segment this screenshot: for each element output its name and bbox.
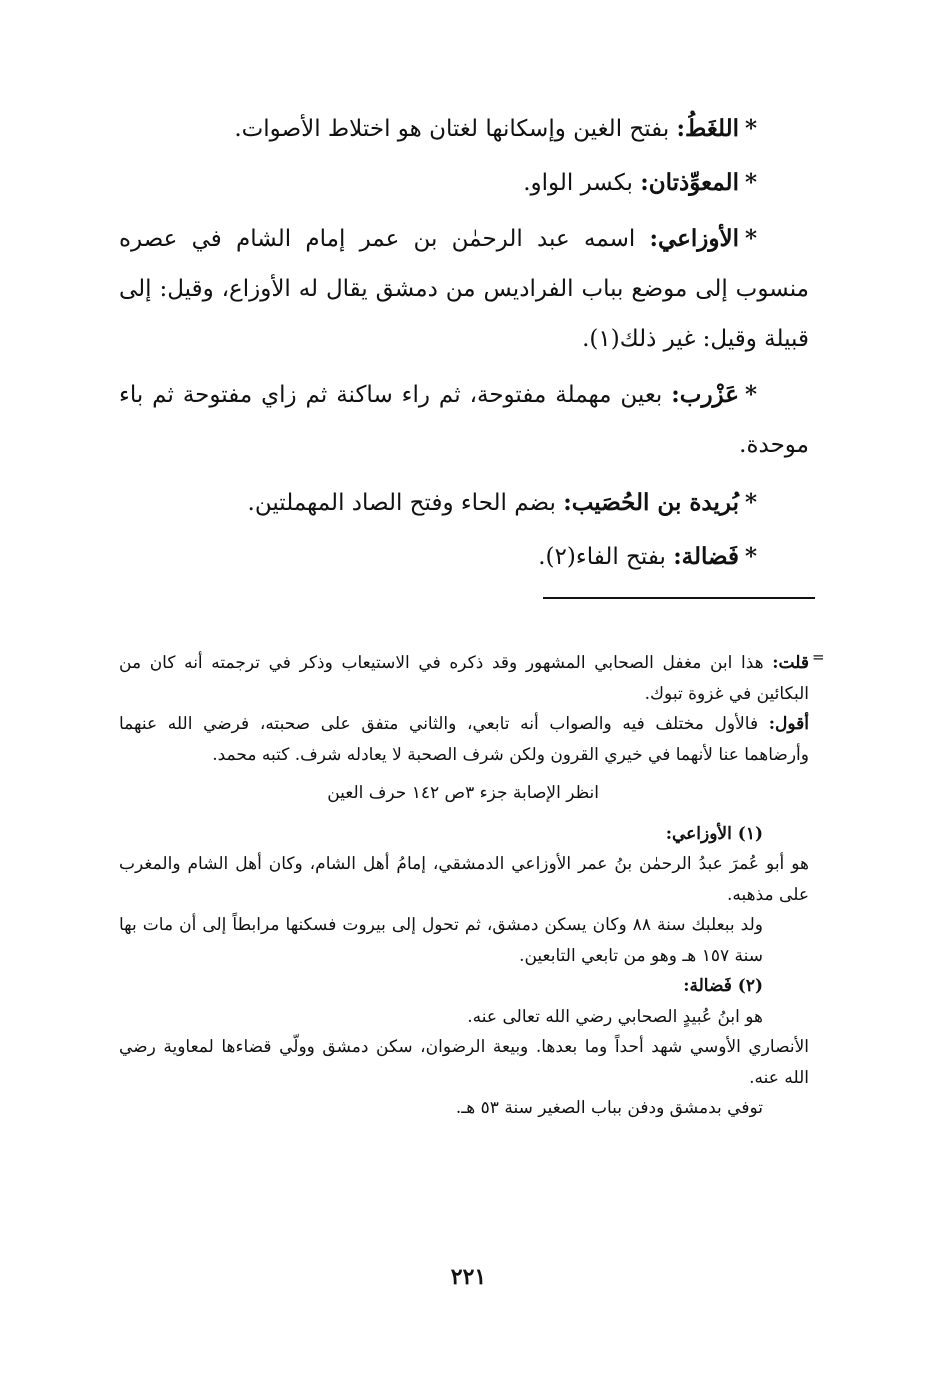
main-text xyxy=(119,102,809,584)
footnote-1-label: (١) الأوزاعي: xyxy=(665,823,763,844)
note-reference: انظر الإصابة جزء ٣ص ١٤٢ حرف العين xyxy=(327,783,599,803)
bullet-star: * xyxy=(744,381,757,408)
entry-muawwidhatan xyxy=(119,156,809,210)
entry-term: عَزْرب: xyxy=(671,381,739,408)
footnote-2-text: توفي بدمشق ودفن بباب الصغير سنة ٥٣ هـ. xyxy=(455,1098,763,1118)
footnote-2-text: هو ابنُ عُبيدٍ الصحابي رضي الله تعالى عنه. xyxy=(467,1006,763,1027)
entry-awzai xyxy=(119,214,809,364)
bullet-star: * xyxy=(744,489,757,516)
entry-laghat xyxy=(119,102,809,156)
entry-text: بعين مهملة مفتوحة، ثم راء ساكنة ثم زاي مفتوحة ثم باء موحدة. xyxy=(119,382,809,458)
note-label: قلت: xyxy=(772,653,809,673)
footnote-divider xyxy=(543,597,815,599)
bullet-star: * xyxy=(744,115,757,142)
entry-text: اسمه عبد الرحمٰن بن عمر إمام الشام في عصره منسوب إلى موضع بباب الفراديس من دمشق يقال له الأوزاع، وقيل: إلى قبيلة وقيل: غير ذلك(١). xyxy=(119,226,809,352)
note-text: هذا ابن مغفل الصحابي المشهور وقد ذكره في الاستيعاب وذكر في ترجمته أنه كان من البكائين في غزوة تبوك. xyxy=(119,653,809,704)
entry-fadala xyxy=(119,530,809,584)
footnote-1-text: هو أبو عُمرَ عبدُ الرحمٰن بنُ عمر الأوزاعي الدمشقي، إمامُ أهل الشام، وكان أهل الشام والمغرب على مذهبه. xyxy=(119,854,809,905)
entry-text: بكسر الواو. xyxy=(523,170,641,196)
entry-term: اللغَطُ: xyxy=(676,115,739,142)
note-label: أقول: xyxy=(768,714,809,734)
footnote-1-text: ولد ببعلبك سنة ٨٨ وكان يسكن دمشق، ثم تحول إلى بيروت فسكنها مرابطاً إلى أن مات بها سنة ١٥٧ هـ وهو من تابعي التابعين. xyxy=(119,915,763,966)
footnote-2-label: (٢) فَضالة: xyxy=(683,976,763,996)
entry-buraida xyxy=(119,476,809,530)
bullet-star: * xyxy=(744,225,757,252)
bullet-star: * xyxy=(744,543,757,570)
note-aqul xyxy=(119,709,809,770)
page-number: ٢٢١ xyxy=(450,1264,487,1290)
footnotes xyxy=(119,648,809,1124)
entry-term: الأوزاعي: xyxy=(649,225,739,252)
entry-term: المعوِّذتان: xyxy=(640,169,739,196)
note-qultu xyxy=(119,648,809,709)
continuation-mark: = xyxy=(812,648,825,666)
bullet-star: * xyxy=(744,169,757,196)
note-text: فالأول مختلف فيه والصواب أنه تابعي، والثاني متفق على صحبته، فرضي الله عنهما وأرضاهما عنا لأنهما في خيري القرون ولكن شرف الصحبة لا يعادله شرف. كتبه محمد. xyxy=(119,714,809,765)
entry-azrab xyxy=(119,370,809,470)
entry-text: بضم الحاء وفتح الصاد المهملتين. xyxy=(247,490,564,516)
entry-term: فَضالة: xyxy=(673,543,739,570)
entry-text: بفتح الفاء(٢). xyxy=(538,544,674,570)
entry-text: بفتح الغين وإسكانها لغتان هو اختلاط الأصوات. xyxy=(234,116,677,142)
entry-term: بُريدة بن الحُصَيب: xyxy=(563,489,739,516)
footnote-2-text: الأنصاري الأوسي شهد أحداً وما بعدها. وبيعة الرضوان، سكن دمشق وولّي قضاءها لمعاوية رضي الله عنه. xyxy=(119,1037,809,1088)
